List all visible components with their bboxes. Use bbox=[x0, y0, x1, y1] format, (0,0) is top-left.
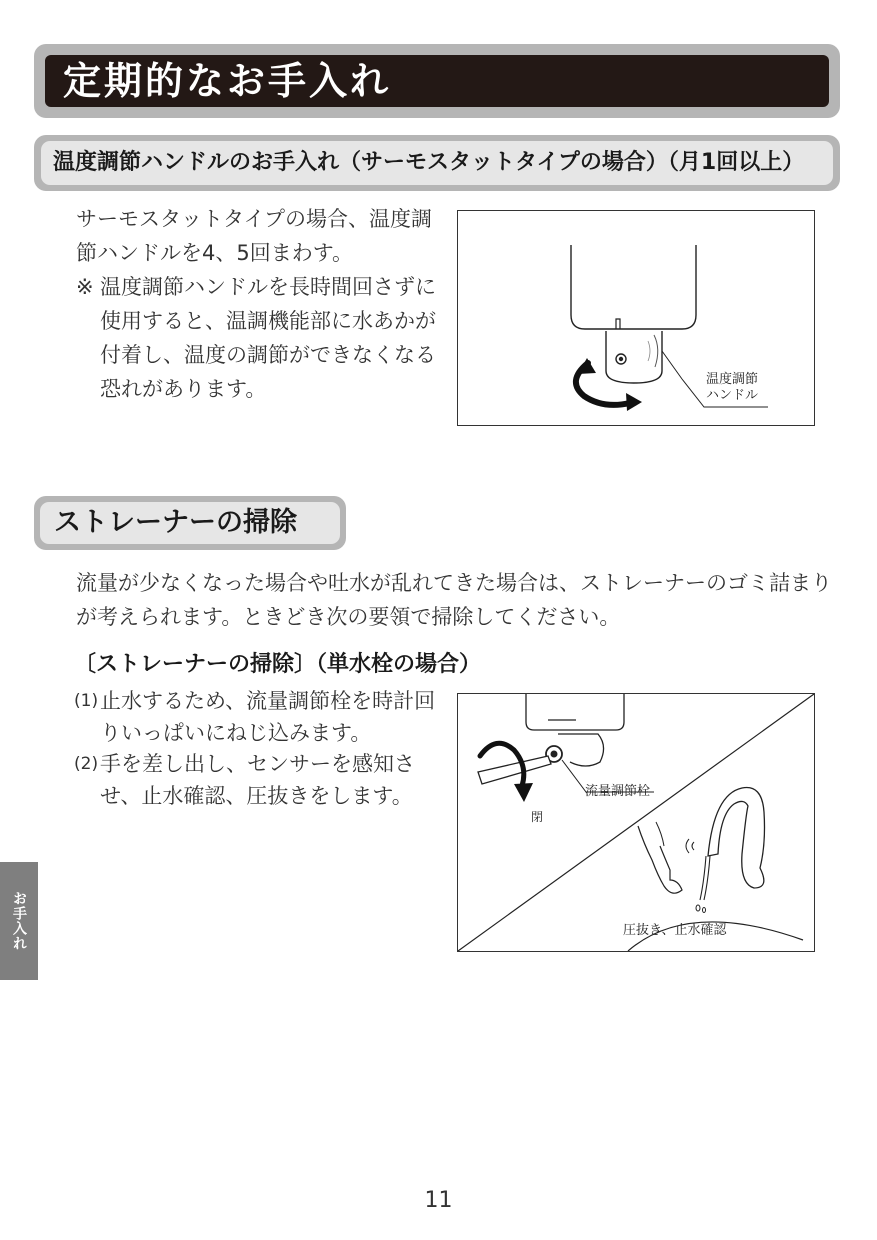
side-tab-maintenance: お手入れ bbox=[0, 862, 38, 980]
close-label: 閉 bbox=[531, 810, 544, 824]
strainer-cleaning-illustration bbox=[458, 694, 814, 951]
step-2 bbox=[74, 748, 444, 812]
section2-heading: ストレーナーの掃除 bbox=[40, 502, 340, 544]
label-line1: 温度調節 bbox=[706, 372, 759, 387]
label-line2: ハンドル bbox=[706, 388, 759, 403]
thermostat-handle-label bbox=[706, 372, 758, 404]
section1-note bbox=[76, 270, 446, 406]
pressure-release-label: 圧抜き、止水確認 bbox=[623, 923, 727, 938]
figure-strainer-cleaning bbox=[457, 693, 815, 952]
strainer-subheading: 〔ストレーナーの掃除〕（単水栓の場合） bbox=[74, 652, 482, 677]
section2-paragraph: 流量が少なくなった場合や吐水が乱れてきた場合は、ストレーナーのゴミ詰まりが考えられます。ときどき次の要領で掃除してください。 bbox=[76, 571, 832, 629]
note-text: 温度調節ハンドルを長時間回さずに使用すると、温調機能部に水あかが付着し、温度の調節ができなくなる恐れがあります。 bbox=[100, 275, 436, 401]
flow-valve-label: 流量調節栓 bbox=[585, 784, 651, 799]
section1-paragraph: サーモスタットタイプの場合、温度調節ハンドルを4、5回まわす。 bbox=[76, 207, 432, 265]
thermostat-handle-illustration bbox=[458, 211, 814, 425]
step-2-text: 手を差し出し、センサーを感知させ、止水確認、圧抜きをします。 bbox=[100, 752, 415, 808]
figure-thermostat-handle bbox=[457, 210, 815, 426]
page-title: 定期的なお手入れ bbox=[45, 55, 829, 107]
step-1-number: (1) bbox=[74, 691, 99, 711]
step-1 bbox=[74, 685, 444, 749]
step-1-text: 止水するため、流量調節栓を時計回りいっぱいにねじ込みます。 bbox=[100, 689, 436, 745]
note-mark: ※ bbox=[76, 275, 94, 299]
section1-heading: 温度調節ハンドルのお手入れ（サーモスタットタイプの場合）（月1回以上） bbox=[41, 141, 833, 185]
page-number: 11 bbox=[424, 1188, 453, 1213]
step-2-number: (2) bbox=[74, 754, 99, 774]
